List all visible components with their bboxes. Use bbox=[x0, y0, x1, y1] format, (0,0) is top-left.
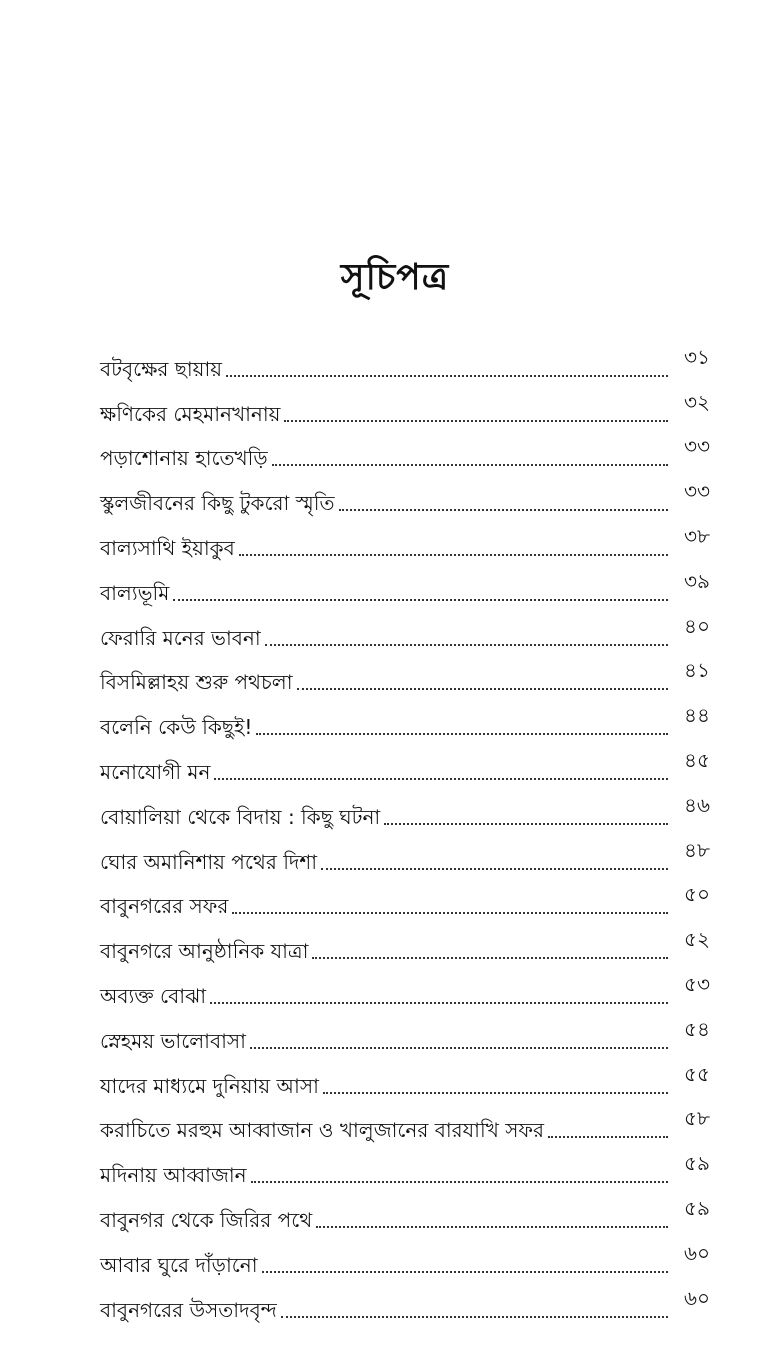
toc-entry-page-number: ৫২ bbox=[684, 927, 710, 952]
dot-leader bbox=[297, 687, 668, 690]
toc-entry-page-number: ৪৬ bbox=[684, 792, 710, 817]
toc-entry-title: বাবুনগরের সফর bbox=[100, 894, 229, 919]
toc-entry-title: বিসমিল্লাহয় শুরু পথচলা bbox=[100, 670, 293, 695]
dot-leader bbox=[250, 1046, 668, 1049]
toc-entry-title: বাবুনগরের উসতাদবৃন্দ bbox=[100, 1297, 277, 1322]
toc-entry bbox=[100, 609, 710, 654]
toc-entry-page-number: ৬০ bbox=[683, 1240, 710, 1265]
dot-leader bbox=[226, 374, 668, 377]
toc-entry bbox=[100, 519, 710, 564]
toc-entry-page-number: ৪১ bbox=[684, 658, 710, 683]
toc-entry-page-number: ৩২ bbox=[683, 389, 710, 414]
dot-leader bbox=[173, 598, 668, 601]
toc-entry-title: স্নেহময় ভালোবাসা bbox=[100, 1028, 246, 1053]
toc-entry bbox=[100, 1057, 710, 1102]
dot-leader bbox=[256, 732, 668, 735]
toc-entry bbox=[100, 967, 710, 1012]
toc-entry bbox=[100, 385, 710, 430]
toc-entry-title: আবার ঘুরে দাঁড়ানো bbox=[100, 1252, 258, 1277]
toc-entry bbox=[100, 1236, 710, 1281]
toc-entry-title: ঘোর অমানিশায় পথের দিশা bbox=[100, 849, 318, 874]
dot-leader bbox=[262, 1270, 668, 1273]
dot-leader bbox=[232, 911, 668, 914]
toc-entry-page-number: ৬০ bbox=[683, 1285, 710, 1310]
dot-leader bbox=[548, 1135, 668, 1138]
toc-entry-page-number: ৪৫ bbox=[684, 747, 710, 772]
toc-entry-title: মদিনায় আব্বাজান bbox=[100, 1163, 247, 1188]
table-of-contents bbox=[100, 340, 710, 1326]
toc-entry bbox=[100, 698, 710, 743]
toc-entry-page-number: ৪৪ bbox=[684, 703, 710, 728]
dot-leader bbox=[239, 553, 668, 556]
toc-entry-title: বোয়ালিয়া থেকে বিদায় : কিছু ঘটনা bbox=[100, 804, 381, 829]
toc-entry-title: বাবুনগরে আনুষ্ঠানিক যাত্রা bbox=[100, 939, 309, 964]
toc-entry-page-number: ৫০ bbox=[684, 882, 710, 907]
toc-entry bbox=[100, 1102, 710, 1147]
dot-leader bbox=[312, 956, 668, 959]
dot-leader bbox=[316, 1225, 668, 1228]
toc-entry bbox=[100, 1012, 710, 1057]
toc-entry-page-number: ৩৮ bbox=[684, 523, 710, 548]
toc-entry bbox=[100, 922, 710, 967]
toc-entry-page-number: ৫৪ bbox=[684, 1016, 710, 1041]
toc-entry-title: বাল্যভূমি bbox=[100, 580, 170, 605]
toc-entry-page-number: ৫৩ bbox=[684, 971, 710, 996]
dot-leader bbox=[339, 508, 668, 511]
dot-leader bbox=[281, 1315, 668, 1318]
dot-leader bbox=[272, 463, 668, 466]
toc-entry-title: পড়াশোনায় হাতেখড়ি bbox=[100, 446, 268, 471]
toc-entry-title: করাচিতে মরহুম আব্বাজান ও খালুজানের বারযাখি সফর bbox=[100, 1118, 545, 1143]
toc-entry bbox=[100, 474, 710, 519]
toc-entry bbox=[100, 743, 710, 788]
toc-entry-page-number: ৩৩ bbox=[683, 434, 710, 459]
toc-entry-page-number: ৩৩ bbox=[683, 479, 710, 504]
toc-entry bbox=[100, 1191, 710, 1236]
toc-entry-title: বাল্যসাথি ইয়াকুব bbox=[100, 535, 235, 560]
toc-entry-title: স্কুলজীবনের কিছু টুকরো স্মৃতি bbox=[100, 491, 335, 516]
dot-leader bbox=[210, 1001, 668, 1004]
dot-leader bbox=[284, 419, 668, 422]
toc-entry bbox=[100, 788, 710, 833]
toc-entry-page-number: ৪৮ bbox=[684, 837, 710, 862]
dot-leader bbox=[384, 822, 668, 825]
toc-entry bbox=[100, 1146, 710, 1191]
toc-entry bbox=[100, 878, 710, 923]
toc-entry-page-number: ৫৯ bbox=[684, 1151, 710, 1176]
toc-entry-page-number: ৫৮ bbox=[684, 1106, 710, 1131]
toc-entry bbox=[100, 340, 710, 385]
dot-leader bbox=[214, 777, 668, 780]
toc-entry-title: বলেনি কেউ কিছুই! bbox=[100, 715, 253, 740]
toc-entry bbox=[100, 833, 710, 878]
toc-entry bbox=[100, 1281, 710, 1326]
toc-entry bbox=[100, 430, 710, 475]
toc-entry-title: যাদের মাধ্যমে দুনিয়ায় আসা bbox=[100, 1073, 319, 1098]
dot-leader bbox=[265, 643, 668, 646]
toc-entry-title: বটবৃক্ষের ছায়ায় bbox=[100, 356, 223, 381]
dot-leader bbox=[323, 1091, 668, 1094]
toc-entry-title: ক্ষণিকের মেহমানখানায় bbox=[100, 401, 281, 426]
toc-entry bbox=[100, 564, 710, 609]
toc-entry-page-number: ৫৯ bbox=[684, 1195, 710, 1220]
toc-entry-title: বাবুনগর থেকে জিরির পথে bbox=[100, 1207, 313, 1232]
toc-entry-page-number: ৪০ bbox=[684, 613, 710, 638]
toc-entry-page-number: ৩৯ bbox=[684, 568, 710, 593]
toc-entry bbox=[100, 654, 710, 699]
toc-entry-page-number: ৩১ bbox=[684, 344, 710, 369]
toc-entry-title: ফেরারি মনের ভাবনা bbox=[100, 625, 261, 650]
page-title: সূচিপত্র bbox=[340, 257, 450, 298]
toc-entry-page-number: ৫৫ bbox=[684, 1061, 710, 1086]
toc-entry-title: মনোযোগী মন bbox=[100, 759, 211, 784]
toc-entry-title: অব্যক্ত বোঝা bbox=[100, 983, 207, 1008]
dot-leader bbox=[321, 867, 668, 870]
dot-leader bbox=[251, 1180, 668, 1183]
